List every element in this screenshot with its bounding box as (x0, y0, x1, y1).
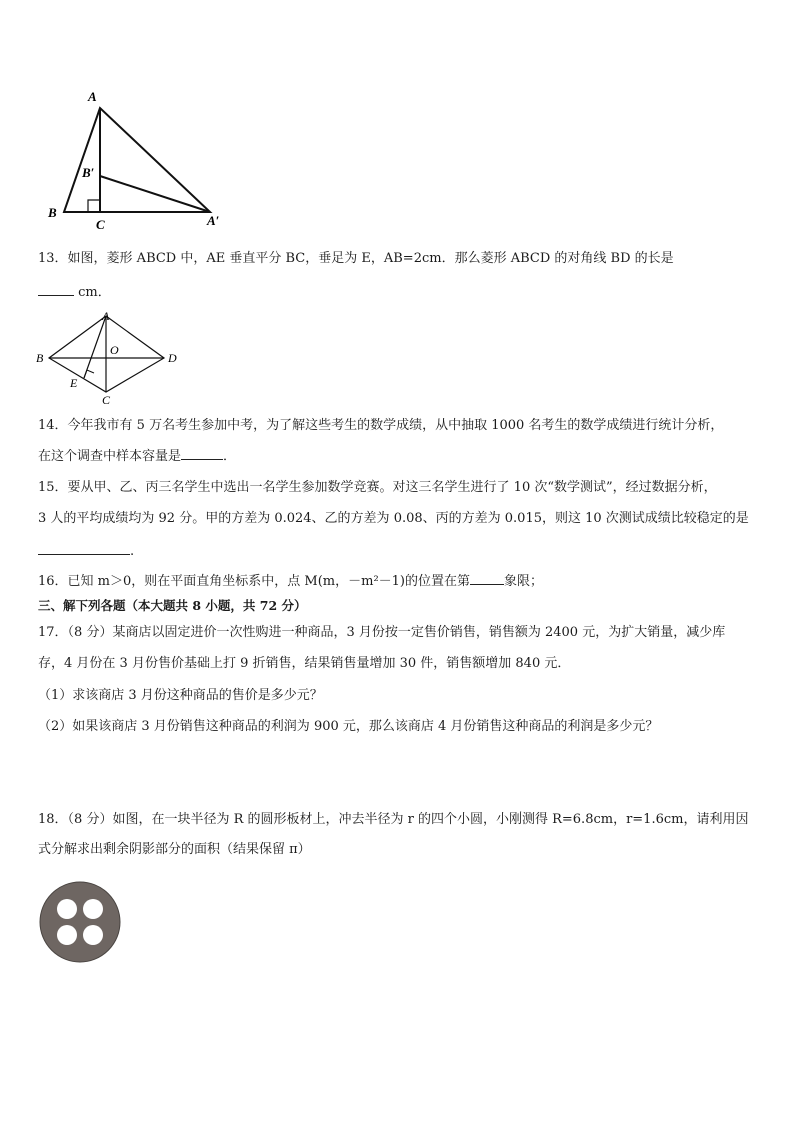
label-b: B (48, 205, 57, 220)
q15-end: . (130, 544, 135, 559)
hole-top-right (83, 899, 103, 919)
hole-bottom-right (83, 925, 103, 945)
q15-line3 (38, 540, 134, 562)
disk (40, 882, 120, 962)
q15-line1: 15．要从甲、乙、丙三名学生中选出一名学生参加数学竞赛。对这三名学生进行了 10 次“数学测试”，经过数据分析， (38, 480, 717, 495)
q17-line2: 存，4 月份在 3 月份售价基础上打 9 折销售，结果销售量增加 30 件，销售额增加 840 元． (38, 656, 571, 671)
q16-answer-blank[interactable] (470, 570, 504, 585)
q16-text (38, 570, 543, 592)
disk-figure (38, 880, 122, 964)
q13-text: 13．如图，菱形 ABCD 中，AE 垂直平分 BC，垂足为 E，AB=2cm．那么菱形 ABCD 的对角线 BD 的长是 (38, 251, 674, 266)
label-e: E (70, 376, 78, 390)
section-heading: 三、解下列各题（本大题共 8 小题，共 72 分） (38, 598, 307, 613)
q18-line1: 18．（8 分）如图，在一块半径为 R 的圆形板材上，冲去半径为 r 的四个小圆，小刚测得 R=6.8cm，r=1.6cm，请利用因 (38, 812, 749, 827)
label-a: A (88, 89, 97, 104)
label-a-prime: A′ (207, 213, 220, 228)
hole-top-left (57, 899, 77, 919)
q17-sub1: （1）求该商店 3 月份这种商品的售价是多少元？ (38, 688, 323, 703)
label-c: C (102, 393, 111, 406)
hole-bottom-left (57, 925, 77, 945)
q14-line1: 14．今年我市有 5 万名考生参加中考，为了解这些考生的数学成绩，从中抽取 1000 名考生的数学成绩进行统计分析， (38, 418, 724, 433)
q14-line2 (38, 445, 236, 467)
q13-unit: cm． (78, 285, 111, 300)
label-c: C (96, 217, 105, 232)
q16-text-before: 16．已知 m＞0，则在平面直角坐标系中，点 M(m，－m²－1)的位置在第 (38, 574, 470, 589)
q14-prompt: 在这个调查中样本容量是 (38, 449, 182, 464)
triangle-figure (40, 86, 240, 236)
label-b-prime: B′ (82, 165, 95, 180)
q14-answer-blank[interactable] (181, 445, 223, 460)
rhombus-figure (34, 306, 194, 406)
q17-line1: 17．（8 分）某商店以固定进价一次性购进一种商品，3 月份按一定售价销售，销售额为 2400 元，为扩大销量，减少库 (38, 625, 726, 640)
q14-end: ． (223, 449, 237, 464)
q18-line2: 式分解求出剩余阴影部分的面积（结果保留 π） (38, 842, 311, 857)
label-o: O (110, 343, 119, 357)
label-d: D (168, 351, 177, 365)
q16-text-after: 象限； (504, 574, 544, 589)
label-a: A (102, 309, 110, 323)
q13-answer-blank[interactable] (38, 281, 74, 296)
q15-line2: 3 人的平均成绩均为 92 分。甲的方差为 0.024、乙的方差为 0.08、丙的方差为 0.015，则这 10 次测试成绩比较稳定的是 (38, 511, 749, 526)
q13-answer-line (38, 281, 111, 303)
label-b: B (36, 351, 44, 365)
q15-answer-blank[interactable] (38, 540, 130, 555)
q17-sub2: （2）如果该商店 3 月份销售这种商品的利润为 900 元，那么该商店 4 月份销售这种商品的利润是多少元？ (38, 719, 659, 734)
